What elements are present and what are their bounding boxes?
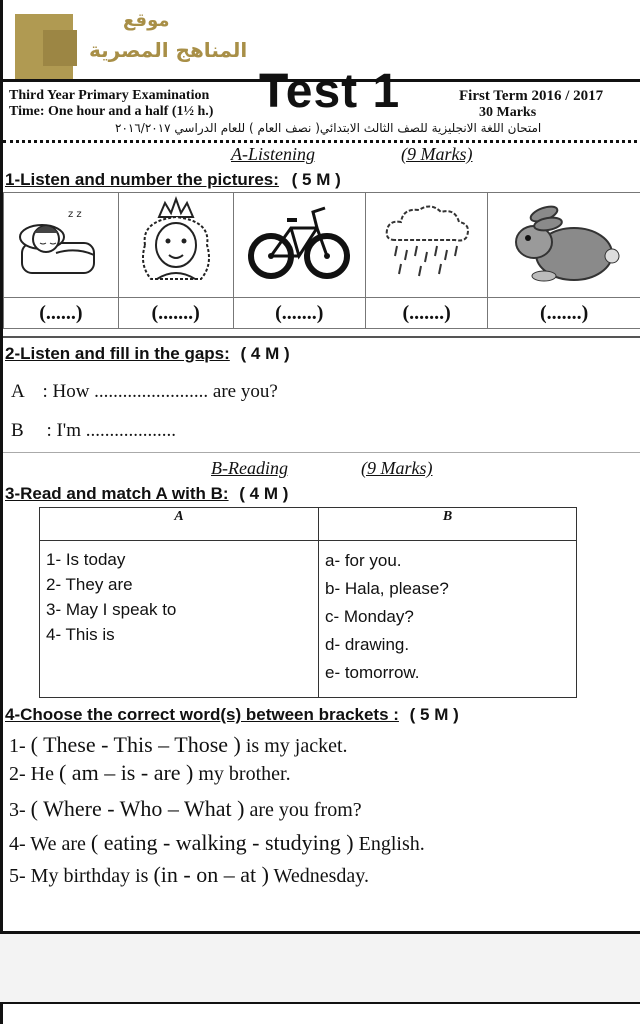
q1-marks: ( 5 M ) [291,170,341,189]
q4-item-4 [9,830,425,856]
match-b-item-c: c- Monday? [325,607,414,626]
match-a-item-3: 3- May I speak to [46,600,177,619]
match-a-item-2: 2- They are [46,575,133,594]
q4-item-2-num: 2- He [9,763,54,785]
section-a-marks: (9 Marks) [401,144,473,164]
princess-icon [131,195,221,291]
q2-text-b[interactable]: : I'm ................... [46,420,176,441]
q4-item-5 [9,862,369,888]
q2-marks: ( 4 M ) [240,344,290,363]
picture-cell-2 [118,193,233,298]
q4-item-4-choices[interactable]: ( eating - walking - studying ) [90,830,354,855]
match-b-item-e: e- tomorrow. [325,663,420,682]
q4-item-5-num: 5- My birthday is [9,865,149,887]
rabbit-icon [504,200,624,286]
picture-cell-5 [488,193,640,298]
exam-total-marks: 30 Marks [479,105,537,120]
match-b-item-d: d- drawing. [325,635,410,654]
q2-speaker-b: B [11,420,24,441]
pictures-table [3,192,640,329]
q2-text-a[interactable]: : How ........................ are you? [42,381,278,402]
section-divider-2 [3,452,640,453]
col-a-header: A [40,508,319,541]
answer-blank-3[interactable]: (.......) [233,298,365,329]
q2-heading [5,344,290,364]
logo-text-line2: المناهج المصرية [89,38,248,62]
bicycle-icon [247,198,351,288]
q4-item-1-rest: is my jacket. [245,735,348,757]
rain-cloud-icon [379,200,475,286]
picture-cell-3 [233,193,365,298]
answer-blank-4[interactable]: (.......) [366,298,488,329]
q1-heading [5,170,341,190]
q4-item-1 [9,732,348,758]
logo-text-line1: موقع [123,10,170,31]
answer-blank-2[interactable]: (.......) [118,298,233,329]
section-a-title: A-Listening [231,144,315,164]
q3-title: 3-Read and match A with B: [5,484,229,503]
q4-item-1-choices[interactable]: ( These - This – Those ) [30,732,241,757]
q4-item-2-rest: my brother. [198,763,291,785]
dotted-divider [3,140,640,143]
sleeping-child-icon [16,203,106,283]
test-title: Test 1 [259,65,401,118]
q2-speaker-a: A [11,381,24,402]
exam-time: Time: One hour and a half (1½ h.) [9,104,214,119]
q4-item-4-rest: English. [358,833,425,855]
q4-item-5-choices[interactable]: (in - on – at ) [153,862,269,887]
next-page-edge [0,1002,640,1024]
q4-item-5-rest: Wednesday. [273,865,369,887]
q4-item-3-rest: are you from? [249,799,362,821]
q4-item-2-choices[interactable]: ( am – is - are ) [58,760,194,785]
svg-text:z z: z z [67,208,82,220]
answer-blank-1[interactable]: (......) [4,298,119,329]
q4-item-3-num: 3- [9,799,26,821]
section-b-marks: (9 Marks) [361,458,433,478]
q4-item-4-num: 4- We are [9,833,86,855]
match-a-item-4: 4- This is [46,625,115,644]
picture-cell-1 [4,193,119,298]
q4-item-2 [9,760,291,786]
section-divider-1 [3,336,640,338]
match-a-item-1: 1- Is today [46,550,126,569]
q3-marks: ( 4 M ) [239,484,289,503]
match-b-item-b: b- Hala, please? [325,579,449,598]
q4-item-1-num: 1- [9,735,26,757]
q2-line-b [11,420,176,442]
q4-marks: ( 5 M ) [409,705,459,724]
q3-heading [5,484,288,504]
q1-title: 1-Listen and number the pictures: [5,170,279,189]
q4-heading [5,705,459,725]
col-a-cell [40,541,319,698]
exam-term: First Term 2016 / 2017 [459,88,604,104]
col-b-cell [319,541,577,698]
q2-line-a [11,381,278,403]
q4-title: 4-Choose the correct word(s) between brackets : [5,705,399,724]
col-b-header: B [319,508,577,541]
q4-item-3-choices[interactable]: ( Where - Who – What ) [30,796,245,821]
section-b-title: B-Reading [211,458,288,478]
q4-item-3 [9,796,362,822]
picture-cell-4 [366,193,488,298]
exam-level: Third Year Primary Examination [9,88,210,103]
q2-title: 2-Listen and fill in the gaps: [5,344,230,363]
answer-blank-5[interactable]: (.......) [488,298,640,329]
logo-mark-inner [43,30,77,66]
match-b-item-a: a- for you. [325,551,402,570]
arabic-exam-title: امتحان اللغة الانجليزية للصف الثالث الابتدائي( نصف العام ) للعام الدراسي ٢٠١٦/٢٠١٧ [115,121,542,135]
match-table [39,507,577,698]
